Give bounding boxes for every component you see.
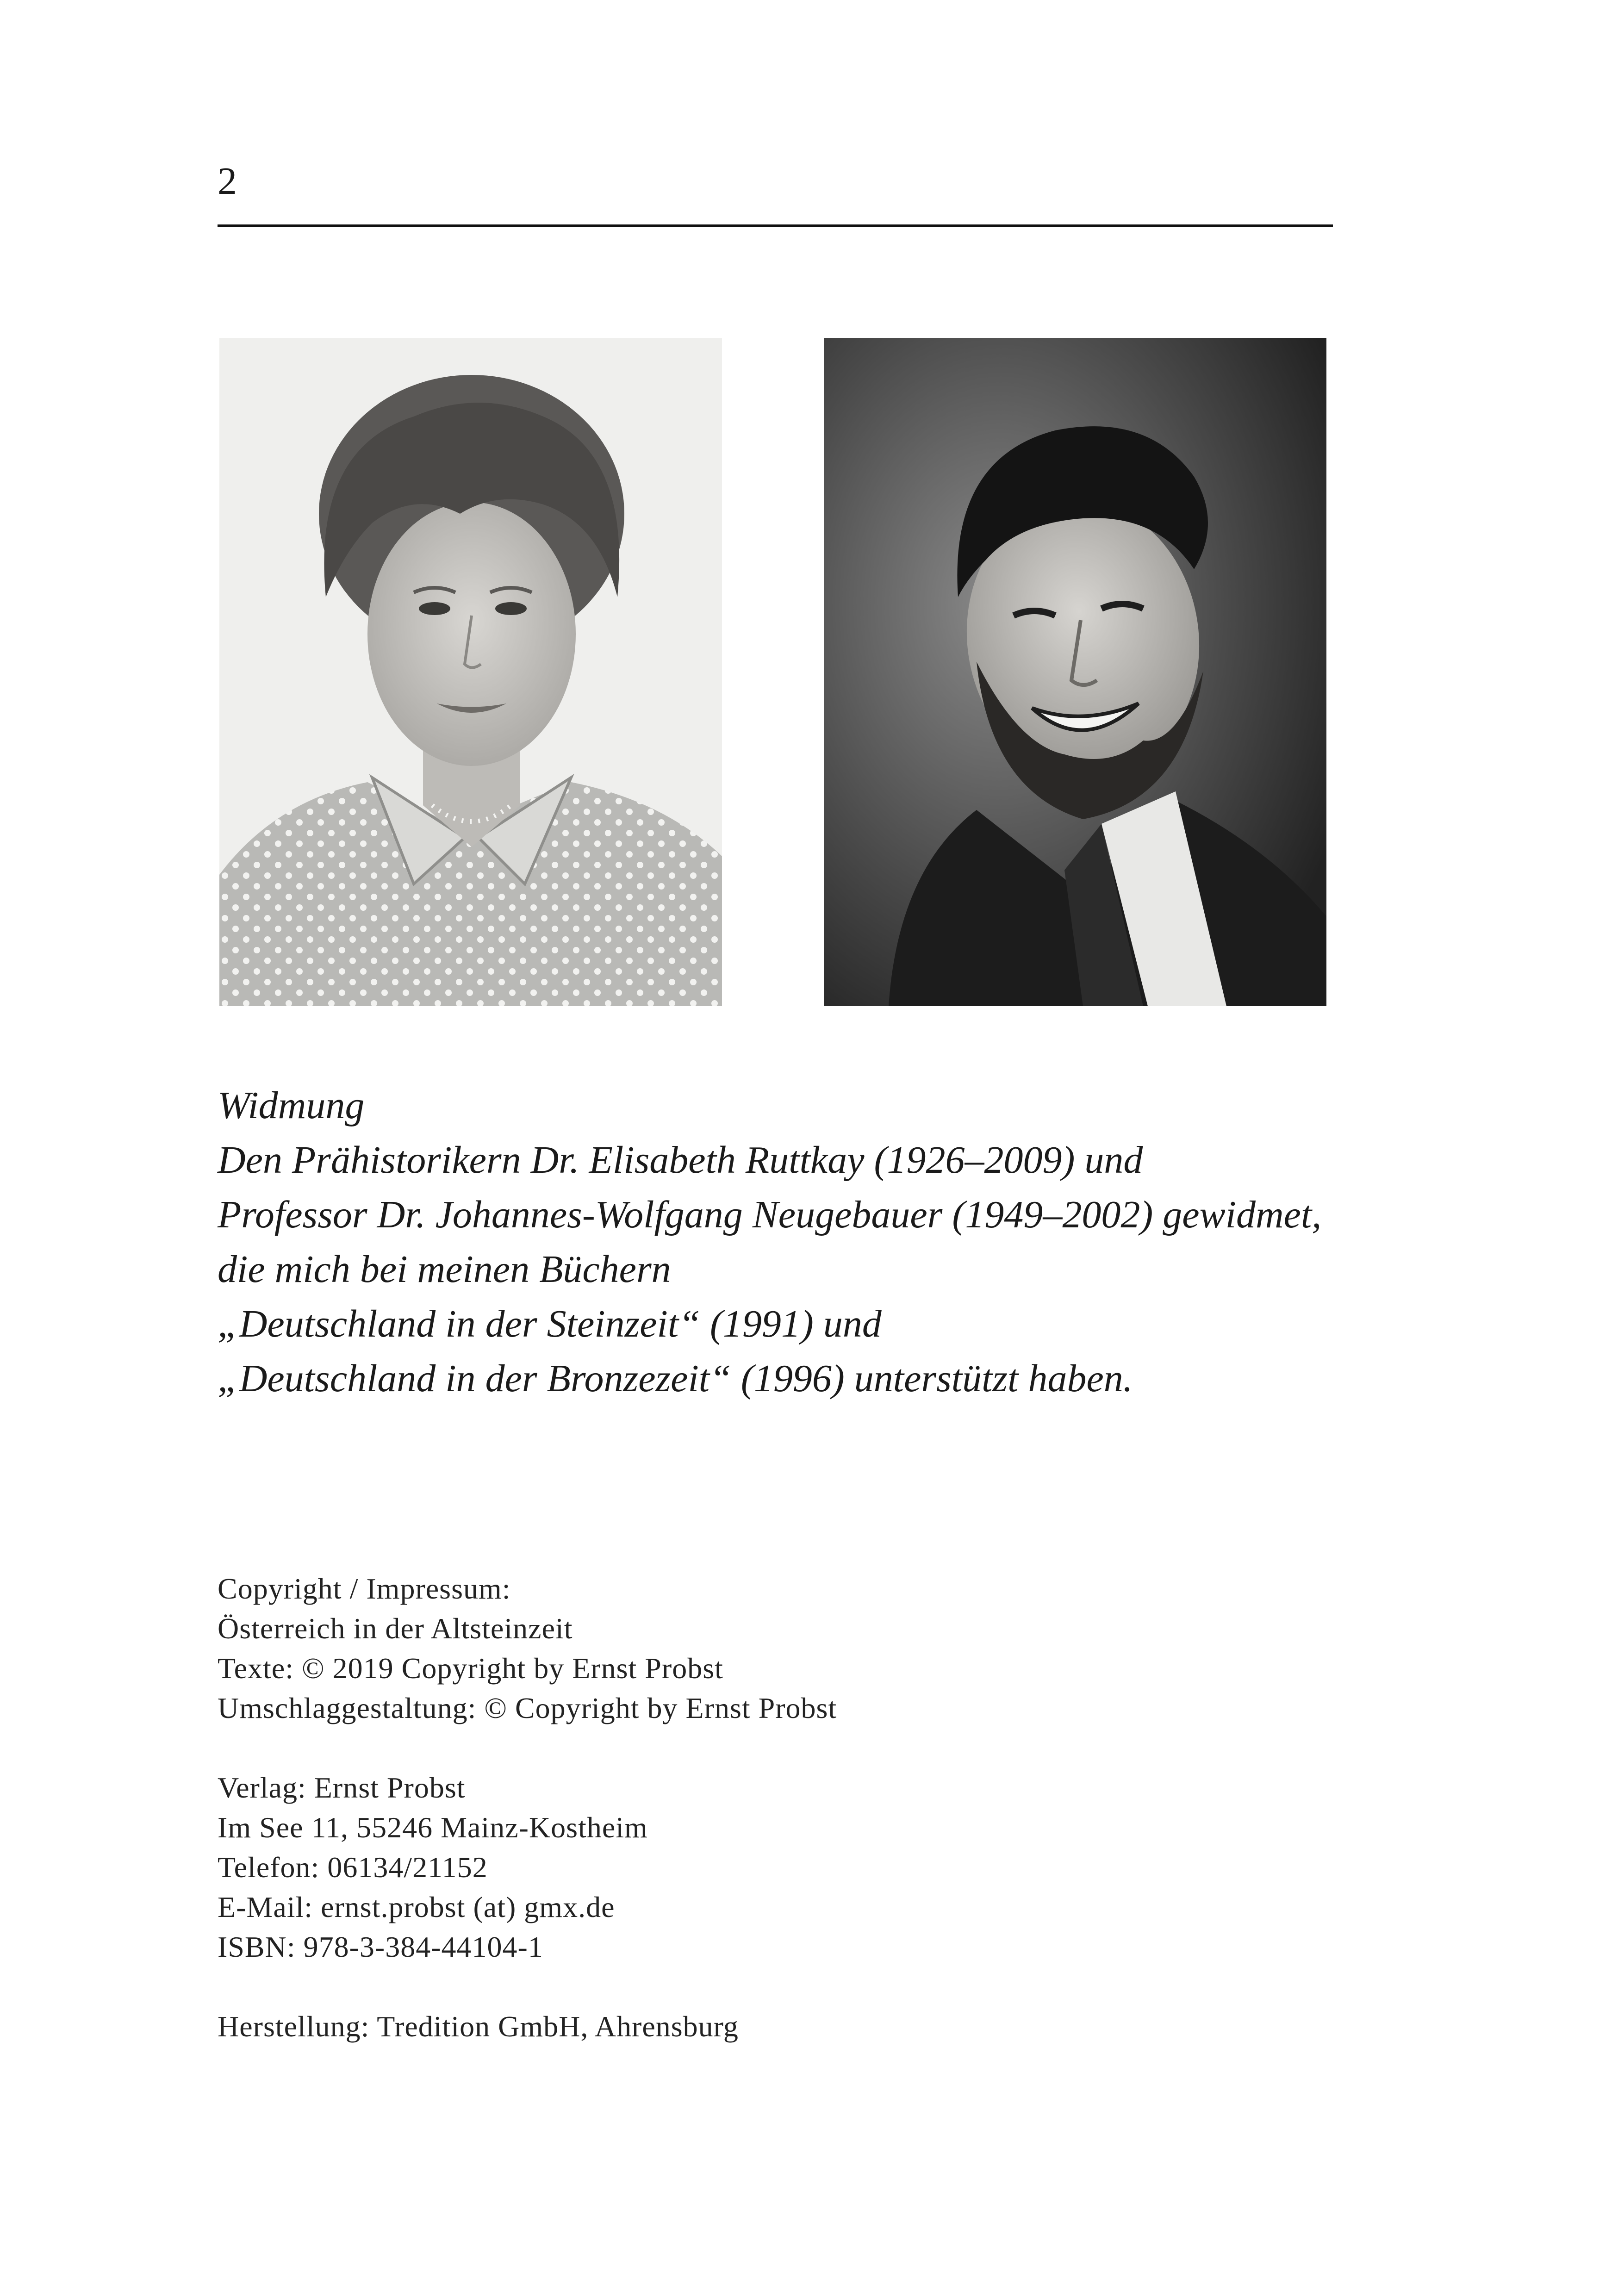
dedication-heading: Widmung	[218, 1084, 365, 1127]
portrait-photo-woman	[219, 338, 722, 1006]
header-rule	[218, 224, 1333, 227]
imprint-spacer	[218, 1728, 1328, 1768]
imprint-cover-copyright: Umschlaggestaltung: © Copyright by Ernst Probst	[218, 1692, 837, 1724]
imprint-publisher: Verlag: Ernst Probst	[218, 1771, 466, 1804]
imprint-address: Im See 11, 55246 Mainz-Kostheim	[218, 1811, 648, 1844]
portrait-photo-man	[824, 338, 1326, 1006]
imprint-isbn: ISBN: 978-3-384-44104-1	[218, 1930, 543, 1963]
imprint-book-title: Österreich in der Altsteinzeit	[218, 1612, 573, 1645]
imprint-spacer	[218, 1967, 1328, 2007]
imprint	[218, 1569, 1328, 2047]
imprint-email: E-Mail: ernst.probst (at) gmx.de	[218, 1891, 615, 1923]
imprint-copyright-heading: Copyright / Impressum:	[218, 1572, 511, 1605]
dedication-line: Den Prähistorikern Dr. Elisabeth Ruttkay (1926–2009) und	[218, 1139, 1143, 1182]
dedication-line: die mich bei meinen Büchern	[218, 1248, 671, 1291]
imprint-production: Herstellung: Tredition GmbH, Ahrensburg	[218, 2010, 739, 2043]
page-number: 2	[218, 160, 237, 203]
dedication-line: „Deutschland in der Bronzezeit“ (1996) unterstützt haben.	[218, 1357, 1133, 1400]
dedication-line: Professor Dr. Johannes-Wolfgang Neugebauer (1949–2002) gewidmet,	[218, 1193, 1322, 1236]
dedication-line: „Deutschland in der Steinzeit“ (1991) und	[218, 1302, 882, 1345]
imprint-phone: Telefon: 06134/21152	[218, 1851, 488, 1884]
imprint-text-copyright: Texte: © 2019 Copyright by Ernst Probst	[218, 1652, 723, 1685]
dedication	[218, 1078, 1356, 1406]
